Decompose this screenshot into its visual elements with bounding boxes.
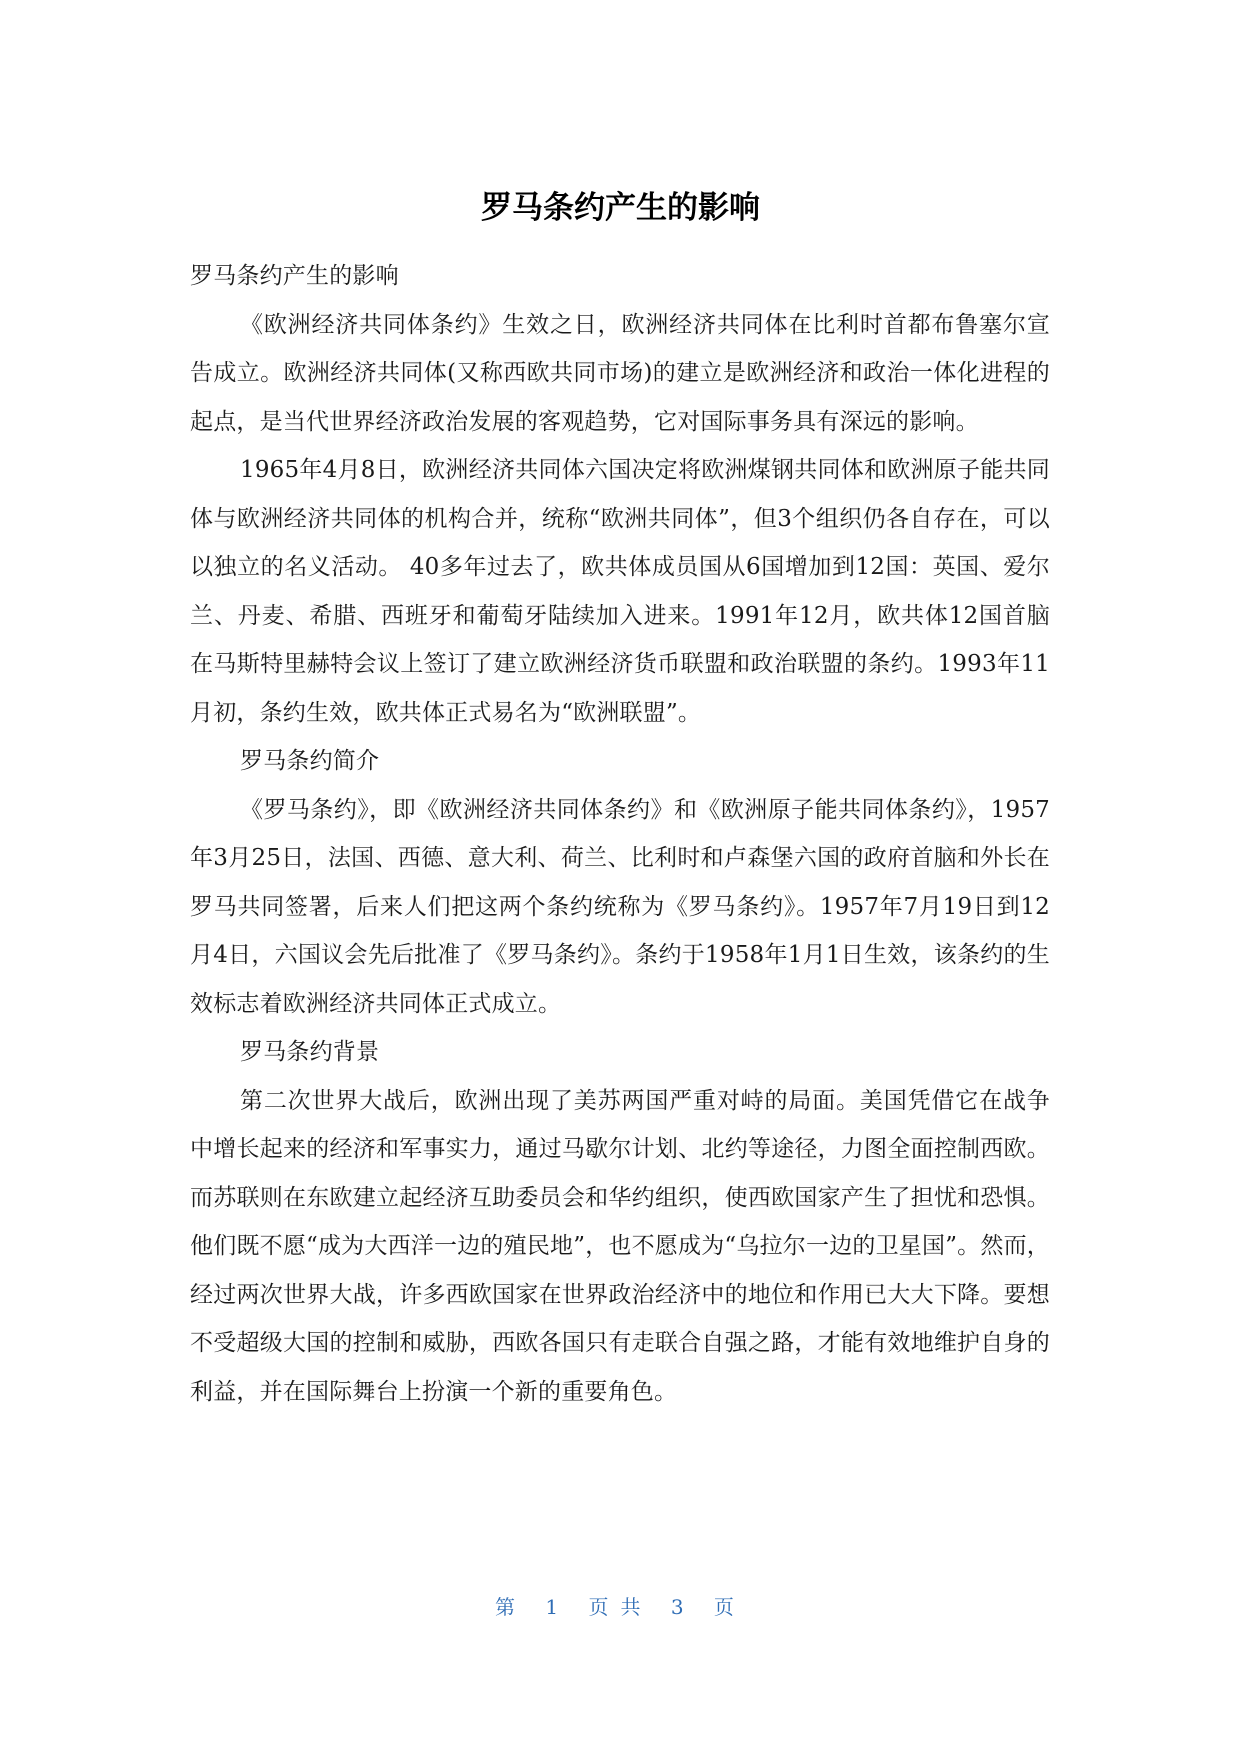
paragraph-background: 第二次世界大战后，欧洲出现了美苏两国严重对峙的局面。美国凭借它在战争中增长起来的经济和军事实力，通过马歇尔计划、北约等途径，力图全面控制西欧。而苏联则在东欧建立起经济互助委员会和华约组织，使西欧国家产生了担忧和恐惧。他们既不愿“成为大西洋一边的殖民地”，也不愿成为“乌拉尔一边的卫星国”。然而，经过两次世界大战，许多西欧国家在世界政治经济中的地位和作用已大大下降。要想不受超级大国的控制和威胁，西欧各国只有走联合自强之路，才能有效地维护自身的利益，并在国际舞台上扮演一个新的重要角色。 — [190, 1087, 1050, 1405]
document-body — [190, 252, 1050, 1416]
section-heading-background: 罗马条约背景 — [240, 1039, 380, 1065]
paragraph-treaty-summary: 《罗马条约》，即《欧洲经济共同体条约》和《欧洲原子能共同体条约》，1957年3月25日，法国、西德、意大利、荷兰、比利时和卢森堡六国的政府首脑和外长在罗马共同签署，后来人们把这两个条约统称为《罗马条约》。1957年7月19日到12月4日，六国议会先后批准了《罗马条约》。条约于1958年1月1日生效，该条约的生效标志着欧洲经济共同体正式成立。 — [190, 796, 1050, 1017]
section-heading-intro: 罗马条约简介 — [240, 748, 380, 774]
subtitle-paragraph: 罗马条约产生的影响 — [190, 263, 399, 289]
paragraph-intro: 《欧洲经济共同体条约》生效之日，欧洲经济共同体在比利时首都布鲁塞尔宣告成立。欧洲经济共同体(又称西欧共同市场)的建立是欧洲经济和政治一体化进程的起点，是当代世界经济政治发展的客观趋势，它对国际事务具有深远的影响。 — [190, 311, 1050, 435]
page-number-footer: 第 1 页共 3 页 — [495, 1595, 746, 1619]
paragraph-history: 1965年4月8日，欧洲经济共同体六国决定将欧洲煤钢共同体和欧洲原子能共同体与欧洲经济共同体的机构合并，统称“欧洲共同体”，但3个组织仍各自存在，可以以独立的名义活动。 40多年过去了，欧共体成员国从6国增加到12国：英国、爱尔兰、丹麦、希腊、西班牙和葡萄牙陆续加入进来。1991年12月，欧共体12国首脑在马斯特里赫特会议上签订了建立欧洲经济货币联盟和政治联盟的条约。1993年11月初，条约生效，欧共体正式易名为“欧洲联盟”。 — [190, 457, 1050, 726]
document-title: 罗马条约产生的影响 — [481, 190, 760, 226]
